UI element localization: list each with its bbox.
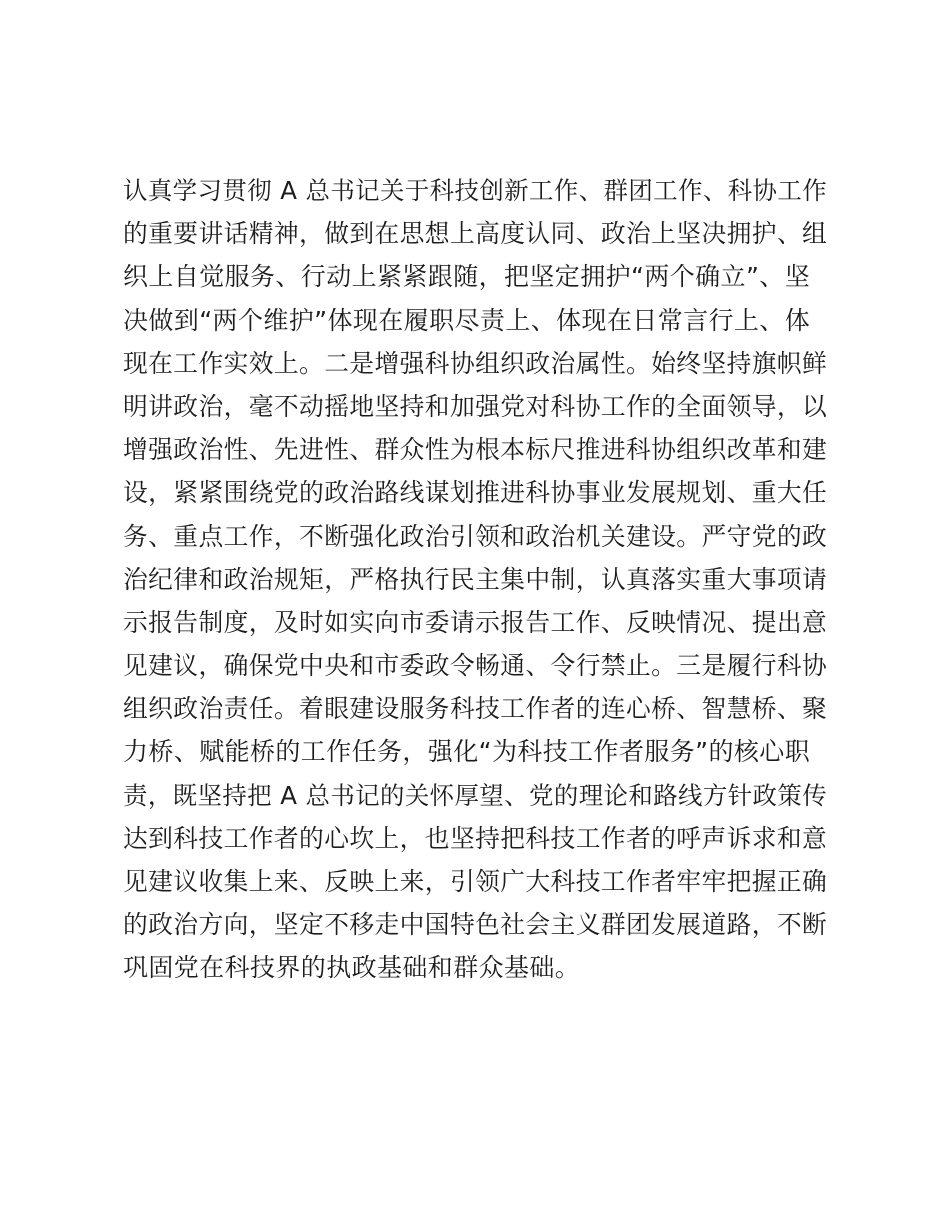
text-line: 见建议收集上来、反映上来，引领广大科技工作者牢牢把握正确 [123,867,828,896]
text-line: 力桥、赋能桥的工作任务，强化“为科技工作者服务”的核心职 [123,737,811,767]
text-line: 巩固党在科技界的执政基础和群众基础。 [123,953,581,983]
text-line: 见建议，确保党中央和市委政令畅通、令行禁止。三是履行科协 [123,651,828,681]
text-line: 增强政治性、先进性、群众性为根本标尺推进科协组织改革和建 [123,435,828,465]
text-line: 的重要讲话精神，做到在思想上高度认同、政治上坚决拥护、组 [123,219,828,249]
text-line: 的政治方向，坚定不移走中国特色社会主义群团发展道路，不断 [123,910,828,940]
text-line: 现在工作实效上。二是增强科协组织政治属性。始终坚持旗帜鲜 [123,348,828,378]
text-line: 治纪律和政治规矩，严格执行民主集中制，认真落实重大事项请 [123,564,828,594]
text-line: 示报告制度，及时如实向市委请示报告工作、反映情况、提出意 [123,607,828,637]
text-line: 明讲政治，毫不动摇地坚持和加强党对科协工作的全面领导，以 [123,391,828,421]
text-line: 决做到“两个维护”体现在履职尽责上、体现在日常言行上、体 [123,305,811,335]
text-line: 责，既坚持把 A 总书记的关怀厚望、党的理论和路线方针政策传 [123,780,828,810]
body-paragraph [123,169,827,990]
text-line: 达到科技工作者的心坎上，也坚持把科技工作者的呼声诉求和意 [123,823,828,853]
text-line: 组织政治责任。着眼建设服务科技工作者的连心桥、智慧桥、聚 [123,694,828,724]
text-line: 认真学习贯彻 A 总书记关于科技创新工作、群团工作、科协工作 [123,176,828,205]
text-line: 务、重点工作，不断强化政治引领和政治机关建设。严守党的政 [123,521,828,551]
text-line: 设，紧紧围绕党的政治路线谋划推进科协事业发展规划、重大任 [123,478,828,508]
text-line: 织上自觉服务、行动上紧紧跟随，把坚定拥护“两个确立”、坚 [123,262,811,292]
